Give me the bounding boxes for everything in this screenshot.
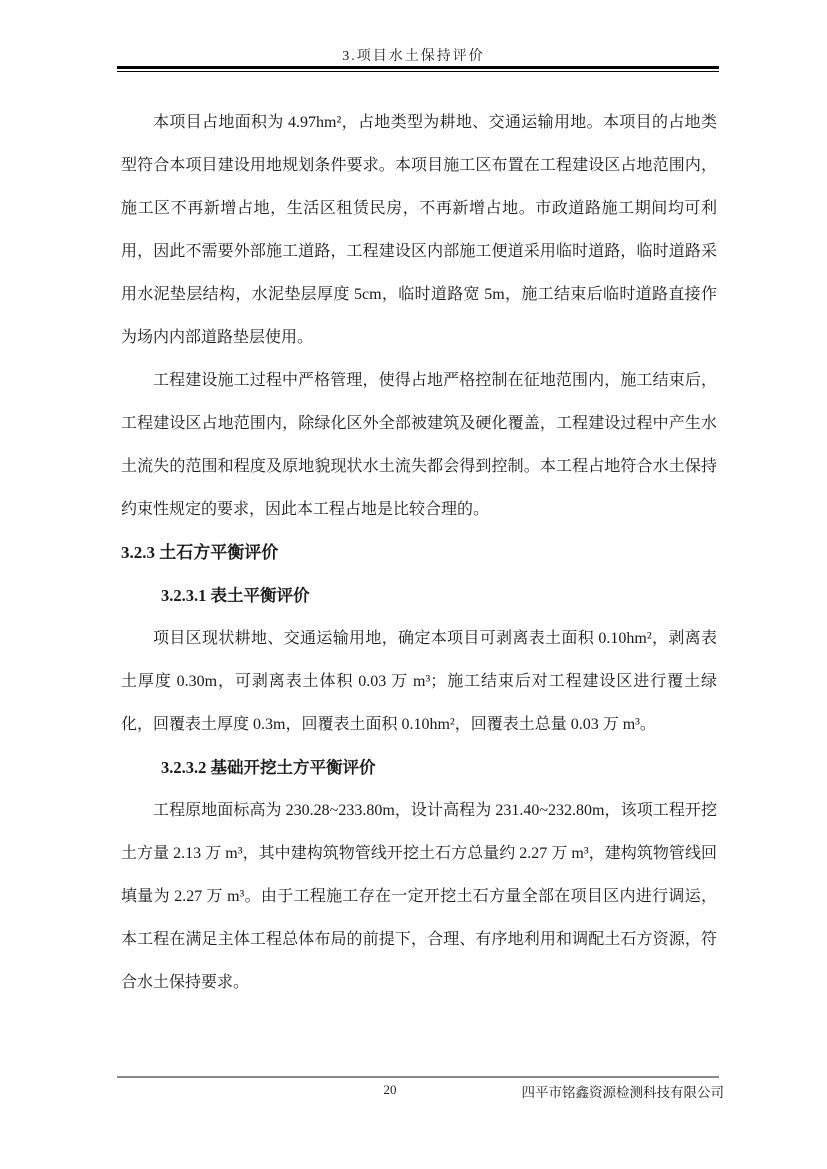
subsection-heading-topsoil-balance: 3.2.3.1 表土平衡评价 <box>161 586 310 605</box>
section-heading-earthwork-balance: 3.2.3 土石方平衡评价 <box>121 543 279 562</box>
paragraph-construction-management: 工程建设施工过程中严格管理，使得占地严格控制在征地范围内，施工结束后，工程建设区占地范围内，除绿化区外全部被建筑及硬化覆盖，工程建设过程中产生水土流失的范围和程度及原地貌现状水土流失都会得到控制。本工程占地符合水土保持约束性规定的要求，因此本工程占地是比较合理的。 <box>121 372 717 518</box>
paragraph-topsoil-balance: 项目区现状耕地、交通运输用地，确定本项目可剥离表土面积 0.10hm²，剥离表土厚度 0.30m，可剥离表土体积 0.03 万 m³；施工结束后对工程建设区进行覆土绿化，回覆表土厚度 0.3m，回覆表土面积 0.10hm²，回覆表土总量 0.03 万 m³。 <box>121 630 717 733</box>
footer-page-number: 20 <box>383 1082 397 1097</box>
page-header-title: 3.项目水土保持评价 <box>342 49 485 64</box>
paragraph-excavation-balance: 工程原地面标高为 230.28~233.80m，设计高程为 231.40~232.80m，该项工程开挖土方量 2.13 万 m³，其中建构筑物管线开挖土石方总量约 2.27 万 m³，建构筑物管线回填量为 2.27 万 m³。由于工程施工存在一定开挖土石方量全部在项目区内进行调运，本工程在满足主体工程总体布局的前提下，合理、有序地利用和调配土石方资源，符合水土保持要求。 <box>121 802 717 991</box>
header-divider-line <box>117 66 719 72</box>
paragraph-land-occupation: 本项目占地面积为 4.97hm²，占地类型为耕地、交通运输用地。本项目的占地类型符合本项目建设用地规划条件要求。本项目施工区布置在工程建设区占地范围内，施工区不再新增占地，生活区租赁民房，不再新增占地。市政道路施工期间均可利用，因此不需要外部施工道路，工程建设区内部施工便道采用临时道路，临时道路采用水泥垫层结构，水泥垫层厚度 5cm，临时道路宽 5m，施工结束后临时道路直接作为场内内部道路垫层使用。 <box>121 114 717 346</box>
footer-divider-line <box>117 1076 719 1078</box>
document-body <box>121 101 717 1004</box>
subsection-heading-excavation-balance: 3.2.3.2 基础开挖土方平衡评价 <box>161 758 376 777</box>
footer-company-name: 四平市铭鑫资源检测科技有限公司 <box>521 1085 724 1100</box>
